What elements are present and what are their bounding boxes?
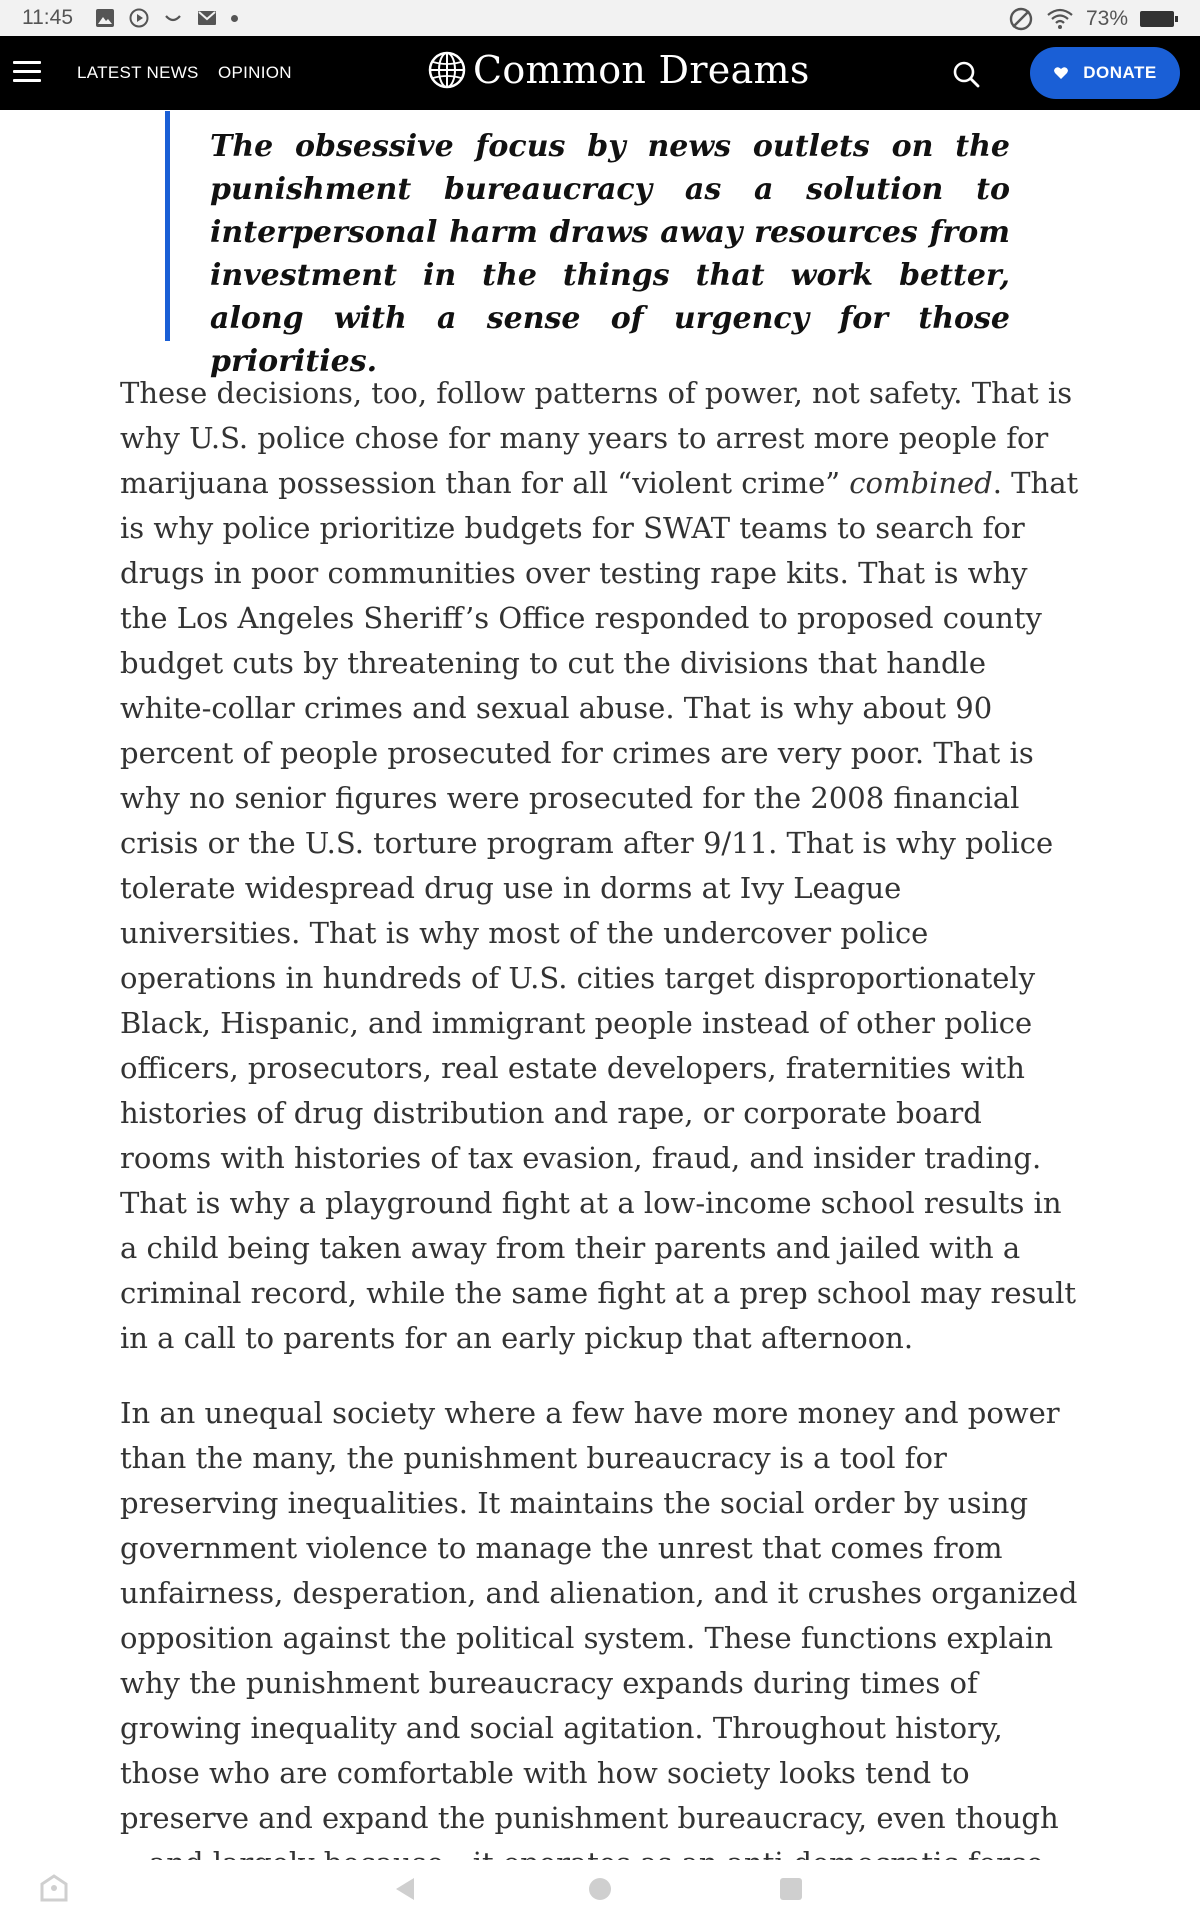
pull-quote-text: The obsessive focus by news outlets on the punishment bureaucracy as a solution to interpersonal harm draws away resources from investment in the things that work better, along with a sense of urgency for those priorities.: [210, 129, 1010, 379]
gallery-icon: [95, 8, 115, 28]
search-icon[interactable]: [951, 59, 981, 89]
nav-opinion[interactable]: OPINION: [218, 63, 292, 82]
home-icon[interactable]: [589, 1878, 611, 1900]
donate-button[interactable]: [1030, 47, 1180, 99]
notification-icons: [95, 8, 238, 28]
status-time: 11:45: [22, 6, 73, 29]
battery-percent: 73%: [1085, 7, 1128, 30]
article-paragraph: [120, 371, 1080, 1361]
site-logo[interactable]: [427, 48, 810, 92]
recent-apps-icon[interactable]: [780, 1878, 802, 1900]
emphasis-text: combined: [849, 466, 993, 500]
paragraph-text: These decisions, too, follow patterns of power, not safety. That is why U.S. police chose for many years to arrest more people for marijuana possession than for all “violent crime”: [120, 376, 1073, 500]
mail-icon: [197, 8, 217, 28]
dot-icon: [231, 15, 238, 22]
system-nav-bar: [0, 1860, 1200, 1920]
nav-latest-news[interactable]: LATEST NEWS: [77, 63, 199, 82]
status-bar: [0, 0, 1200, 36]
wifi-icon: [1046, 7, 1074, 31]
smile-icon: [163, 8, 183, 28]
article-paragraph: In an unequal society where a few have more money and power than the many, the punishment bureaucracy is a tool for preserving inequalities. It maintains the social order by using government violence to manage the unrest that comes from unfairness, desperation, and alienation, and it crushes organized opposition against the political system. These functions explain why the punishment bureaucracy expands during times of growing inequality and social agitation. Throughout history, those who are comfortable with how society looks tend to preserve and expand the punishment bureaucracy, even though: [120, 1396, 1078, 1835]
back-icon[interactable]: [394, 1876, 416, 1902]
heart-icon: [1053, 65, 1069, 81]
site-title: Common Dreams: [473, 48, 810, 92]
site-header: [0, 36, 1200, 110]
system-icons: [1008, 6, 1174, 32]
menu-icon[interactable]: [13, 61, 41, 85]
article-body: [120, 371, 1080, 1920]
globe-icon: [427, 50, 467, 90]
battery-icon: [1140, 11, 1174, 27]
accessibility-icon[interactable]: [38, 1872, 70, 1904]
paragraph-text: . That is why police prioritize budgets for SWAT teams to search for drugs in poor communities over testing rape kits. That is why the Los Angeles Sheriff’s Office responded to proposed county budget cuts by threatening to cut the divisions that handle white-collar crimes and sexual abuse. That is why about 90 percent of people prosecuted for crimes are very poor. That is why no senior figures were prosecuted for the 2008 financial crisis or the U.S. torture program after 9/11. That is why police tolerate widespread drug use in dorms at Ivy League universities. That is why most of the undercover police operations in hundreds of U.S. cities target disproportionately Black, Hispanic, and immigrant people instead of other police officers, prosecutors, real estate developers, fraternities with histories of drug distribution and rape, or corporate board rooms with histories of tax evasion, fraud, and insider trading. That is why a playground fight at a low-income school results in a child being taken away from their parents and jailed with a criminal record, while the same fight at a prep school may result in a call to parents for an early pickup that afternoon.: [120, 466, 1079, 1355]
no-sim-icon: [1008, 6, 1034, 32]
donate-label: DONATE: [1083, 63, 1157, 82]
pull-quote: [165, 111, 1010, 379]
play-icon: [129, 8, 149, 28]
